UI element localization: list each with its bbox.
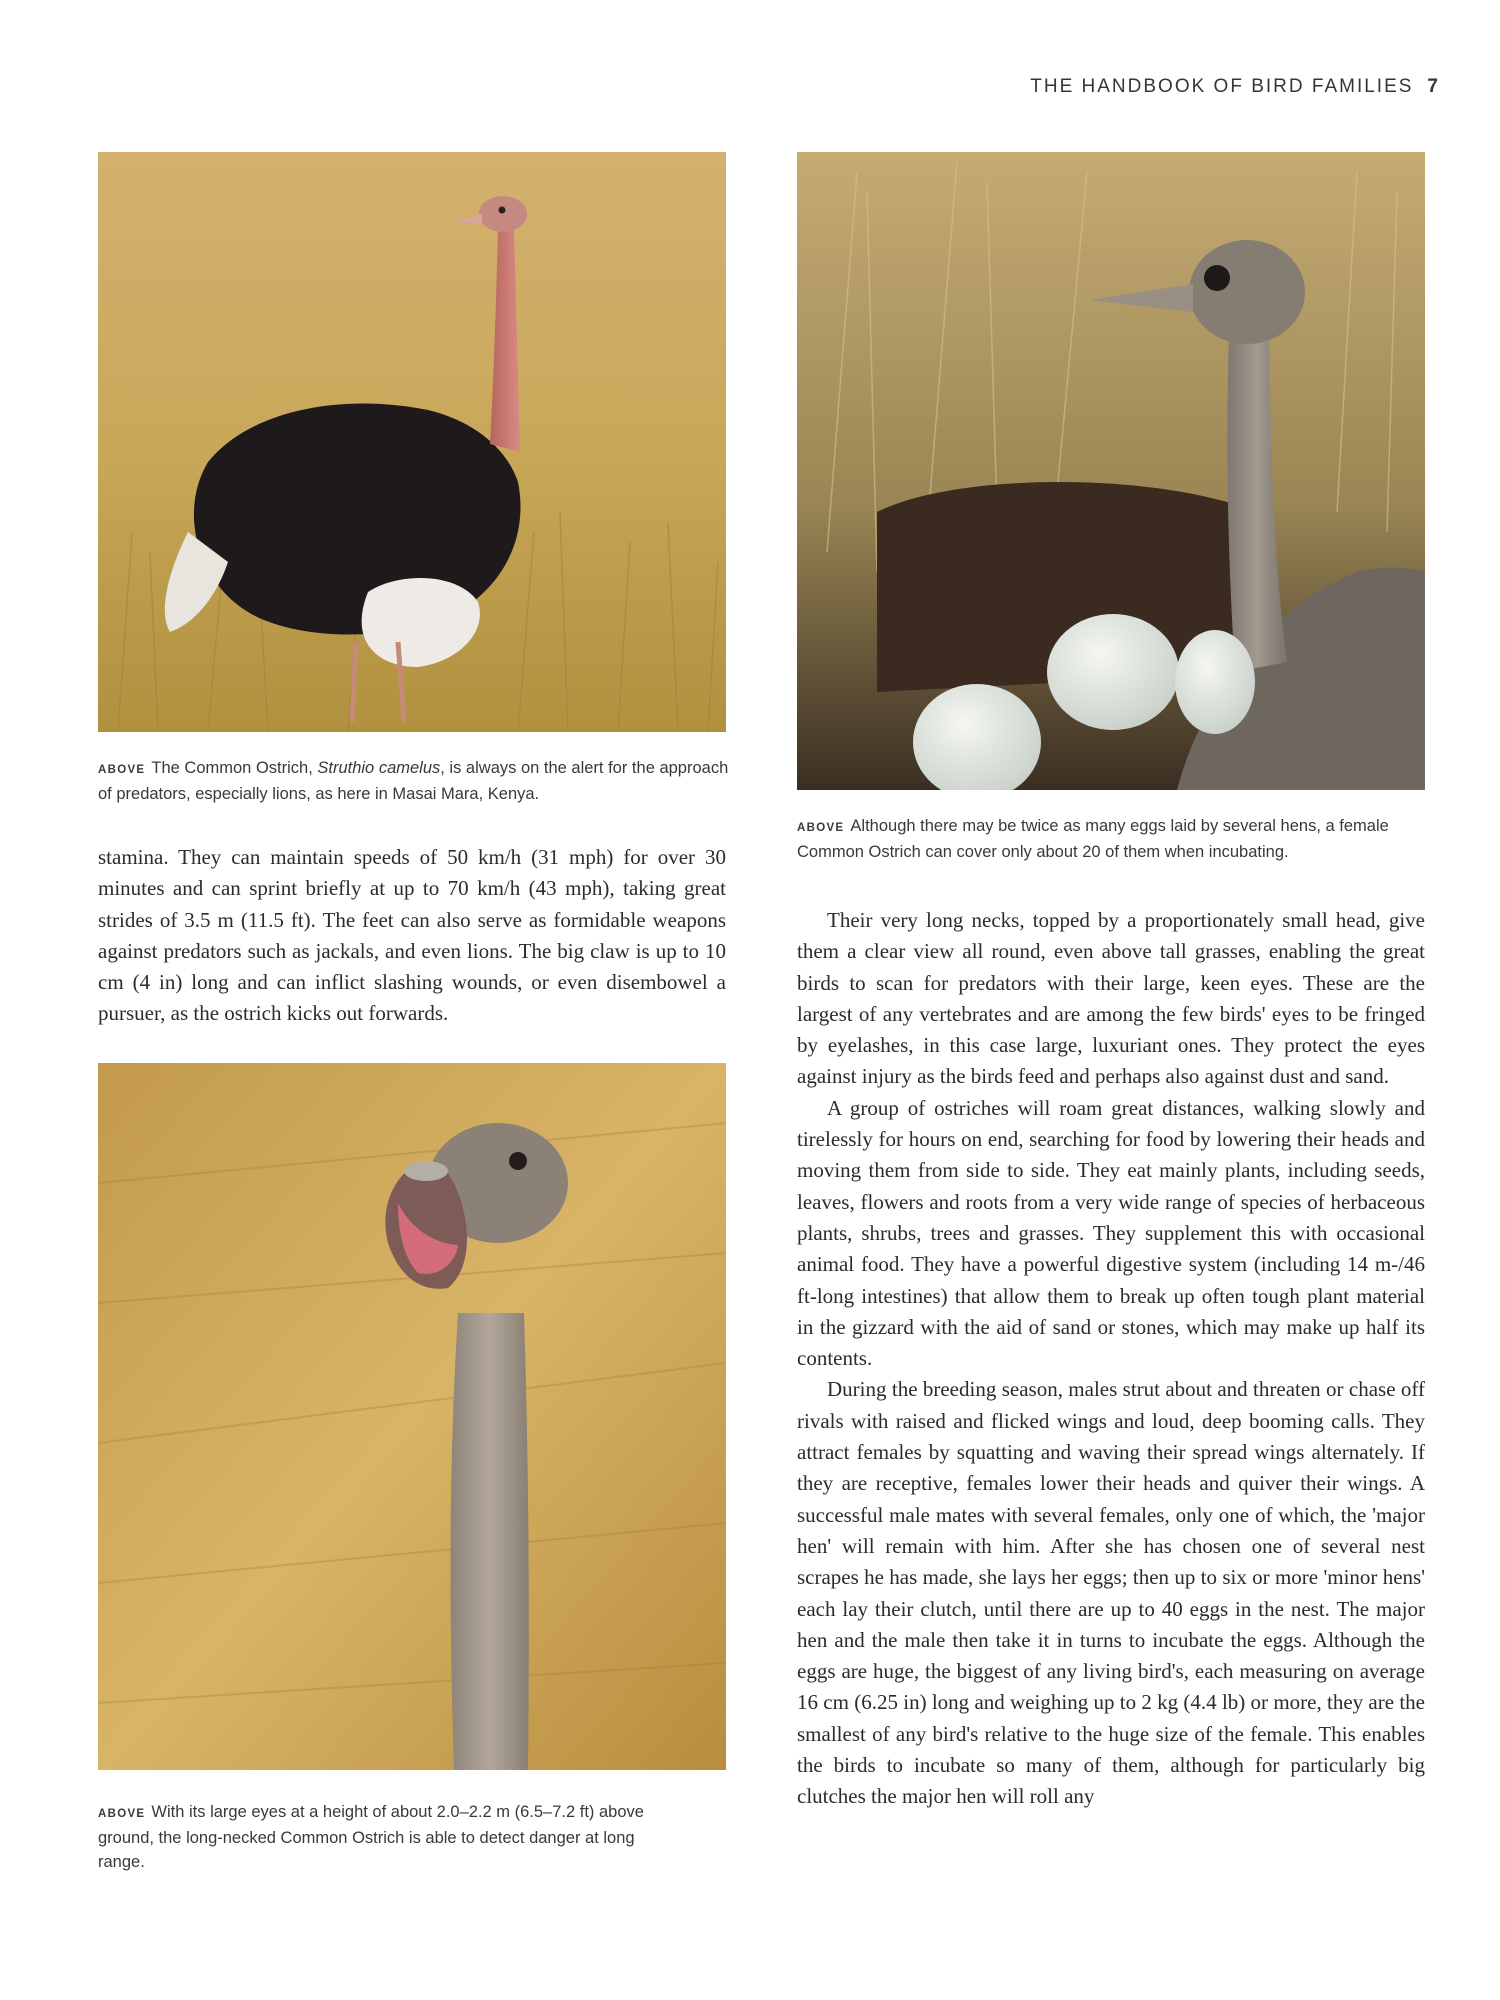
photo-ostrich-head	[98, 1063, 726, 1770]
caption-text: Although there may be twice as many eggs laid by several hens, a female Common Ostrich can cover only about 20 of them when incubating.	[797, 817, 1389, 861]
caption-text: The Common Ostrich,	[151, 759, 318, 777]
caption-text-continued: , is always on the alert for the approach of predators, especially lions, as here in Masai Mara, Kenya.	[98, 759, 729, 803]
caption-ostrich-nest	[797, 814, 1397, 864]
page-number: 7	[1427, 76, 1438, 97]
right-column-text	[797, 905, 1425, 1813]
caption-male-ostrich	[98, 756, 738, 806]
left-column-text	[98, 842, 726, 1030]
caption-ostrich-head	[98, 1800, 658, 1874]
body-paragraph: Their very long necks, topped by a proportionately small head, give them a clear view all round, even above tall grasses, enabling the great birds to scan for predators with their large, keen eyes. These are the largest of any vertebrates and are among the few birds' eyes to be fringed by eyelashes, in this case large, luxuriant ones. They protect the eyes against injury as the birds feed and perhaps also against dust and sand.	[797, 908, 1425, 1089]
body-paragraph: During the breeding season, males strut about and threaten or chase off rivals with raised and flicked wings and loud, deep booming calls. They attract females by squatting and waving their spread wings alternately. If they are receptive, females lower their heads and quiver their wings. A successful male mates with several females, only one of which, the 'major hen' will remain with him. After she has chosen one of several nest scrapes he has made, she lays her eggs; then up to six or more 'minor hens' each lay their clutch, until there are up to 40 eggs in the nest. The major hen and the male then take it in turns to incubate the eggs. Although the eggs are huge, the biggest of any living bird's, each measuring on average 16 cm (6.25 in) long and weighing up to 2 kg (4.4 lb) or more, they are the smallest of any bird's relative to the huge size of the female. This enables the birds to incubate so many of them, although for particularly big clutches the major hen will roll any	[797, 1377, 1425, 1809]
caption-kicker: ABOVE	[98, 764, 146, 776]
photo-ostrich-nest	[797, 152, 1425, 790]
photo-male-ostrich	[98, 152, 726, 732]
running-head	[1030, 76, 1438, 98]
caption-text: With its large eyes at a height of about 2.0–2.2 m (6.5–7.2 ft) above ground, the long-necked Common Ostrich is able to detect danger at long range.	[98, 1803, 644, 1871]
species-name: Struthio camelus	[317, 759, 441, 777]
caption-kicker: ABOVE	[98, 1808, 146, 1820]
book-title: THE HANDBOOK OF BIRD FAMILIES	[1030, 76, 1414, 97]
caption-kicker: ABOVE	[797, 822, 845, 834]
body-paragraph: stamina. They can maintain speeds of 50 km/h (31 mph) for over 30 minutes and can sprint briefly at up to 70 km/h (43 mph), taking great strides of 3.5 m (11.5 ft). The feet can also serve as formidable weapons against predators such as jackals, and even lions. The big claw is up to 10 cm (4 in) long and can inflict slashing wounds, or even disembowel a pursuer, as the ostrich kicks out forwards.	[98, 845, 726, 1026]
body-paragraph: A group of ostriches will roam great distances, walking slowly and tirelessly for hours on end, searching for food by lowering their heads and moving them from side to side. They eat mainly plants, including seeds, leaves, flowers and roots from a very wide range of species of herbaceous plants, shrubs, trees and grasses. They supplement this with occasional animal food. They have a powerful digestive system (including 14 m-/46 ft-long intestines) that allow them to break up often tough plant material in the gizzard with the aid of sand or stones, which may make up half its contents.	[797, 1095, 1425, 1371]
